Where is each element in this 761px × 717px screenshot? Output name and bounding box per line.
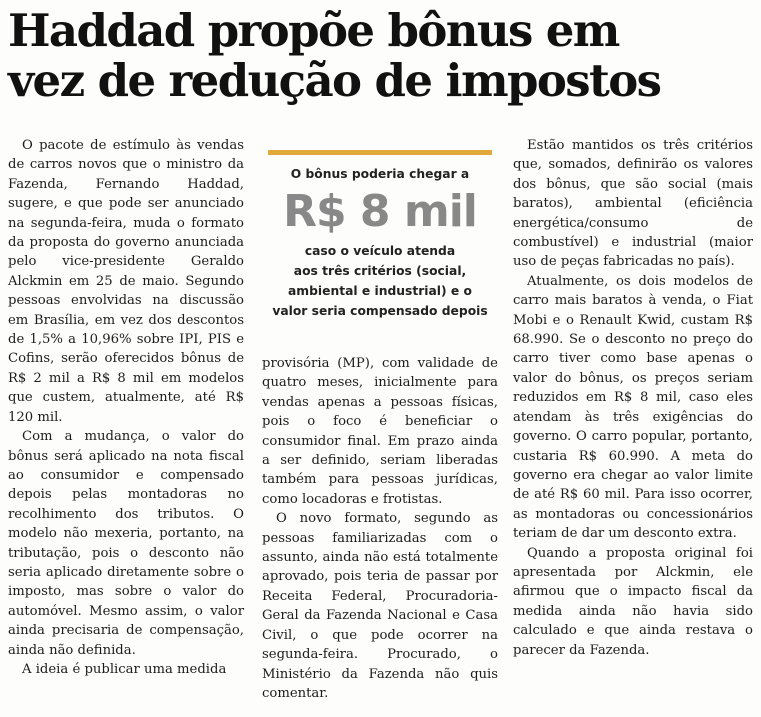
highlight-box xyxy=(262,150,498,321)
paragraph: provisória (MP), com validade de quatro meses, inicialmente para vendas apenas a pessoas físicas, pois o foco é beneficiar o consumidor final. Em prazo ainda a ser definido, seriam liberadas também para pessoas jurídicas, como locadoras e frotistas. xyxy=(262,356,498,507)
paragraph: Estão mantidos os três critérios que, somados, definirão os valores dos bônus, que são social (mais baratos), ambiental (eficiência energética/consumo de combustível) e industrial (maior uso de peças fabricadas no país). xyxy=(513,138,753,270)
article-column-3 xyxy=(513,136,753,660)
article-column-1 xyxy=(8,136,244,679)
highlight-lead: O bônus poderia chegar a xyxy=(290,167,470,181)
headline-line-2: vez de redução de impostos xyxy=(8,54,661,107)
paragraph: Atualmente, os dois modelos de carro mais baratos à venda, o Fiat Mobi e o Renault Kwid, custam R$ 68.990. Se o desconto no preço do carro tiver como base apenas o valor do bônus, os preços seriam reduzidos em R$ 8 mil, caso eles atendam às três exigências do governo. O carro popular, portanto, custaria R$ 60.990. A meta do governo era chegar ao valor limite de até R$ 60 mil. Para isso ocorrer, as montadoras ou concessionários teriam de dar um desconto extra. xyxy=(513,273,753,542)
paragraph: O novo formato, segundo as pessoas familiarizadas com o assunto, ainda não está totalmente aprovado, pois teria de passar por Receita Federal, Procuradoria-Geral da Fazenda Nacional e Casa Civil, o que pode ocorrer na segunda-feira. Procurado, o Ministério da Fazenda não quis comentar. xyxy=(262,511,498,701)
paragraph: A ideia é publicar uma medida xyxy=(22,661,227,677)
headline xyxy=(8,6,753,106)
highlight-line: valor seria compensado depois xyxy=(272,304,488,318)
highlight-line: aos três critérios (social, xyxy=(293,264,467,278)
highlight-value: R$ 8 mil xyxy=(283,186,477,237)
headline-line-1: Haddad propõe bônus em xyxy=(8,4,619,57)
accent-bar xyxy=(268,150,492,155)
paragraph: O pacote de estímulo às vendas de carros novos que o ministro da Fazenda, Fernando Haddad, sugere, e que pode ser anunciado na segunda-feira, muda o formato da proposta do governo anunciada pelo vice-presidente Geraldo Alckmin em 25 de maio. Segundo pessoas envolvidas na discussão em Brasília, em vez dos descontos de 1,5% a 10,96% sobre IPI, PIS e Cofins, serão oferecidos bônus de R$ 2 mil a R$ 8 mil em modelos que custem, atualmente, até R$ 120 mil. xyxy=(8,138,244,425)
highlight-line: caso o veículo atenda xyxy=(304,244,456,258)
paragraph: Quando a proposta original foi apresentada por Alckmin, ele afirmou que o impacto fiscal da medida ainda não havia sido calculado e que ainda restava o parecer da Fazenda. xyxy=(513,545,753,658)
highlight-line: ambiental e industrial) e o xyxy=(287,284,472,298)
paragraph: Com a mudança, o valor do bônus será aplicado na nota fiscal ao consumidor e compensado depois pelas montadoras no recolhimento dos tributos. O modelo não mexeria, portanto, na tributação, pois o desconto não seria aplicado diretamente sobre o imposto, mas sobre o valor do automóvel. Mesmo assim, o valor ainda precisaria de compensação, ainda não definida. xyxy=(8,429,244,658)
article-column-2 xyxy=(262,354,498,703)
